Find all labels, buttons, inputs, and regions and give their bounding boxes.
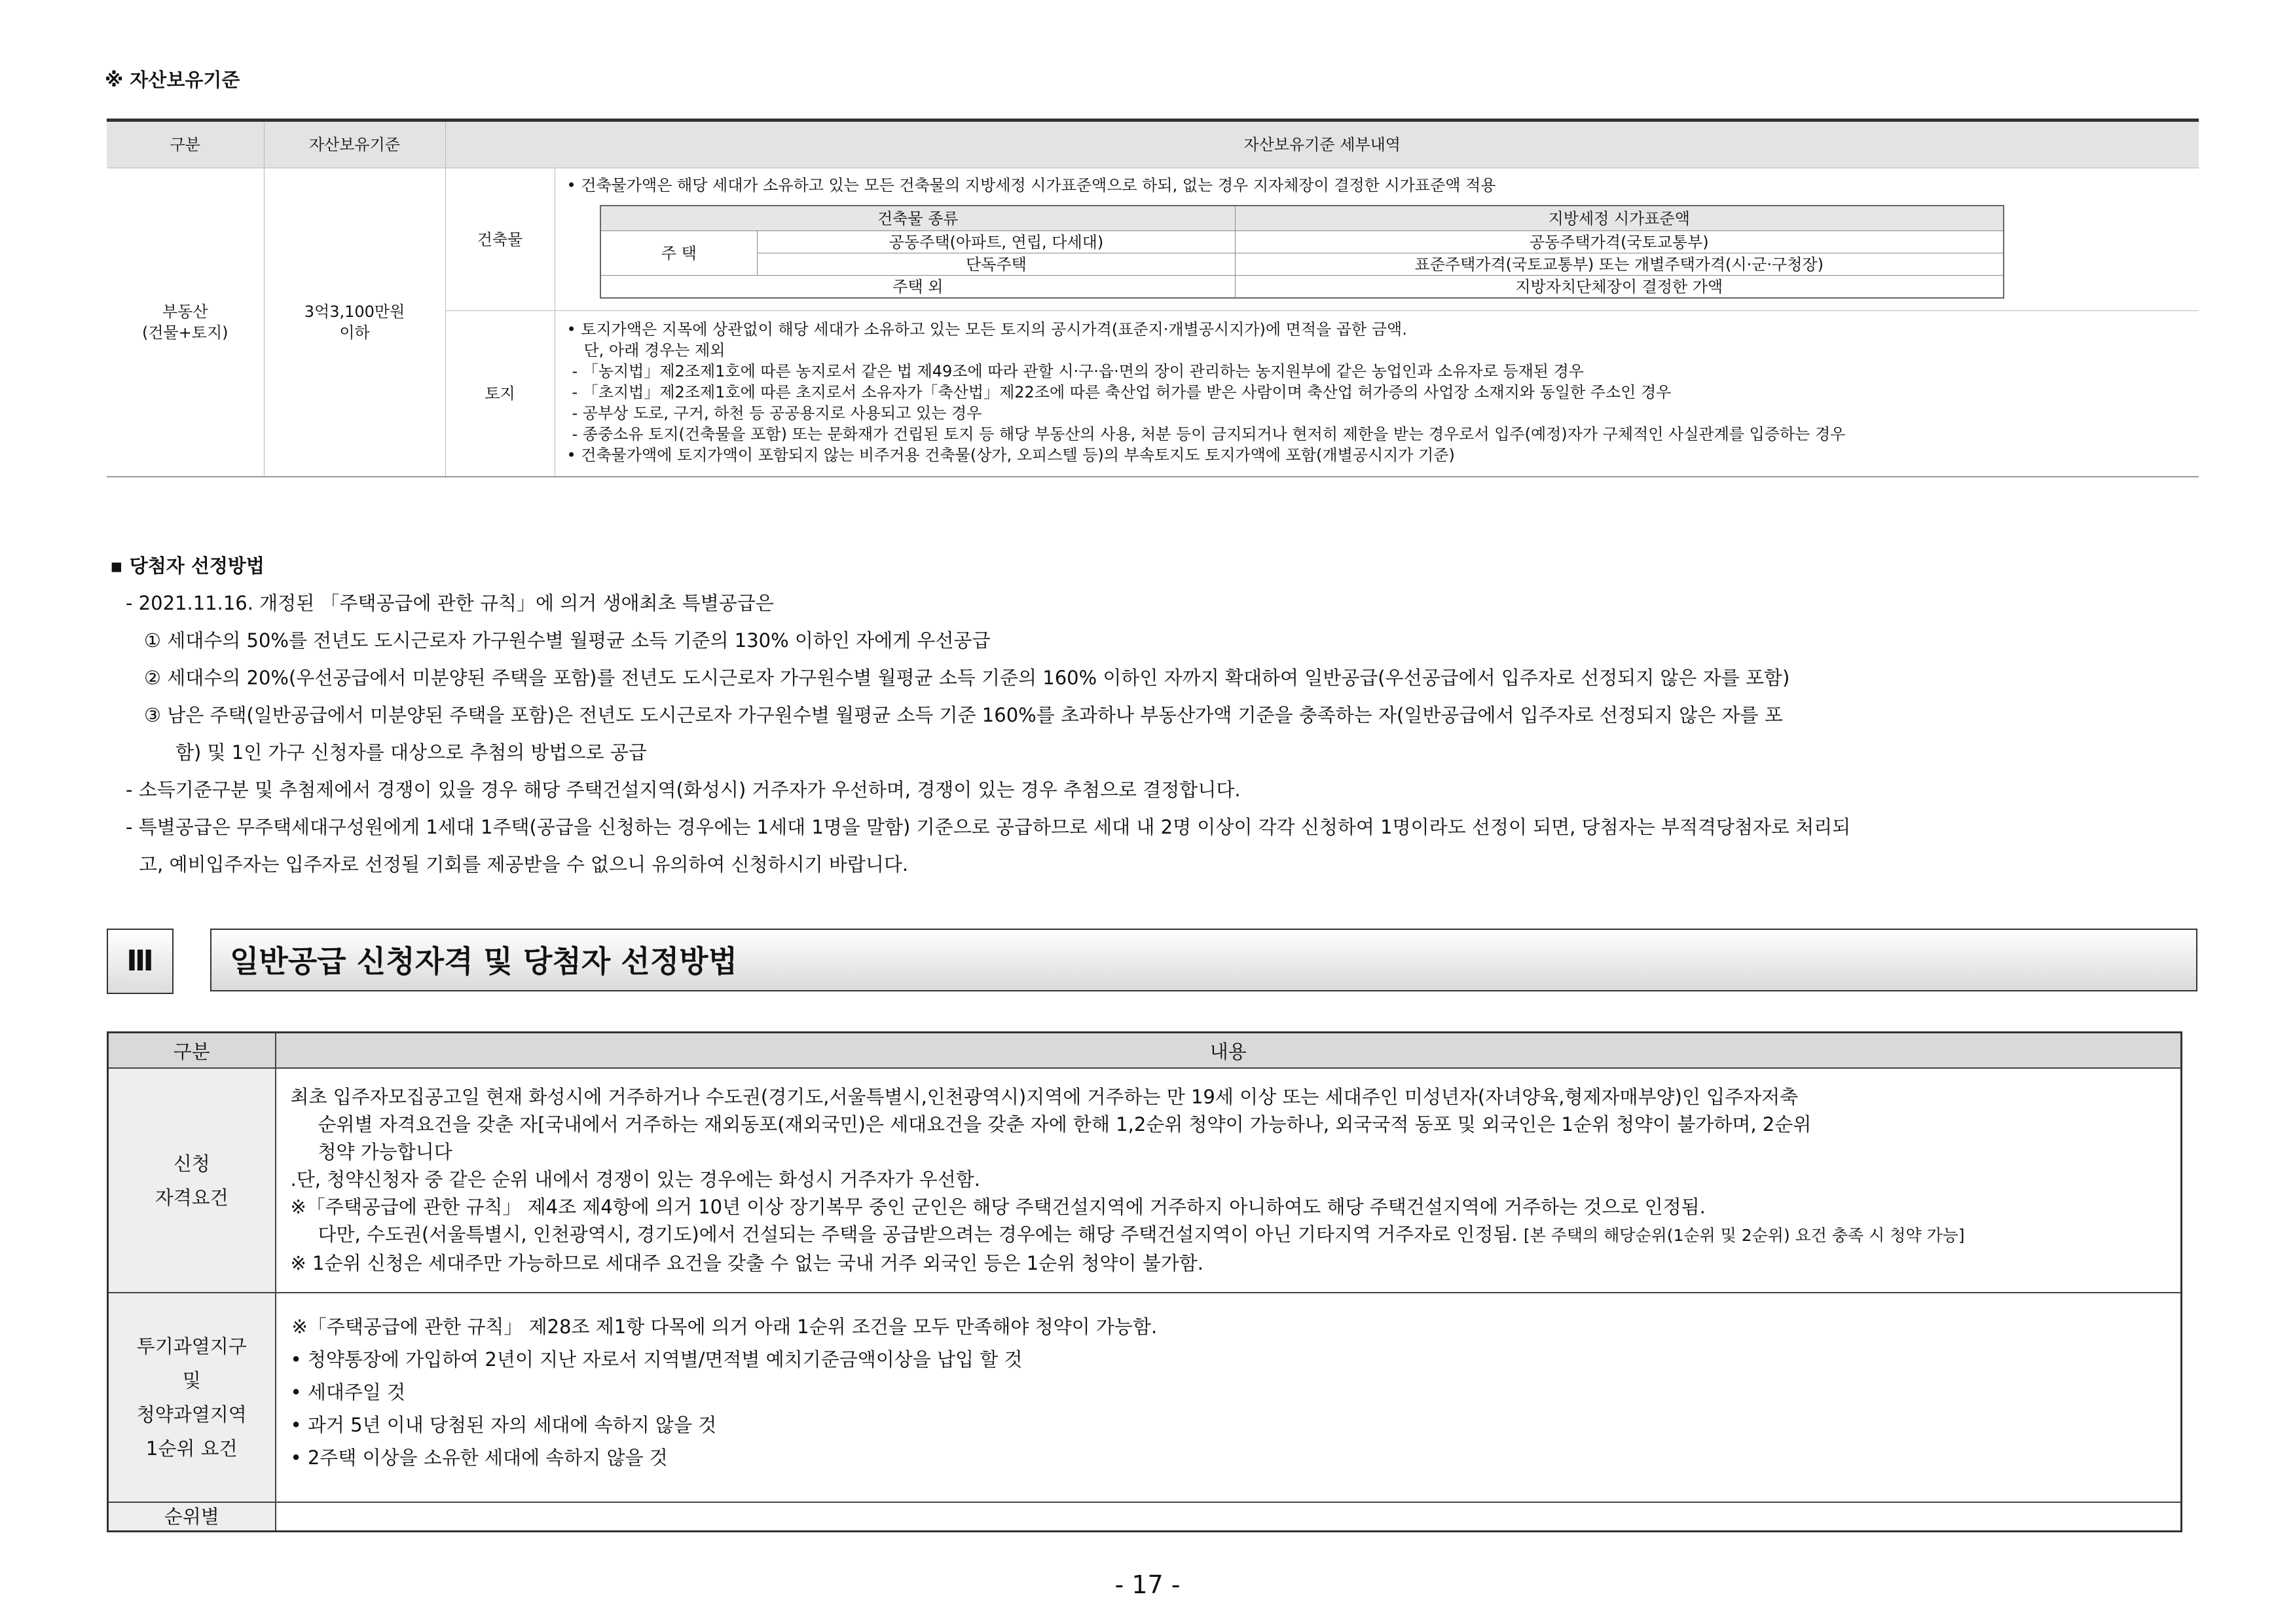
building-value: 지방자치단체장이 결정한 가액 (1236, 276, 2004, 299)
criterion-sub: 이하 (339, 323, 370, 342)
rank-label: 순위별 (108, 1502, 276, 1531)
category-cell (107, 168, 264, 477)
eligibility-line: ※「주택공급에 관한 규칙」 제4조 제4항에 의거 10년 이상 장기복무 중인 군인은 해당 주택건설지역에 거주하지 아니하여도 해당 주택건설지역에 거주하는 것으로 인정됨. (290, 1195, 1706, 1218)
page-number: - 17 - (1114, 1570, 1181, 1599)
selection-title: ▪ 당첨자 선정방법 (110, 555, 265, 577)
table-header-row (108, 1033, 2182, 1069)
rank-row (108, 1502, 2182, 1531)
land-line: - 종중소유 토지(건축물을 포함) 또는 문화재가 건립된 토지 등 해당 부동산의 사용, 처분 등이 금지되거나 현저히 제한을 받는 경우로서 입주(예정)자가 구체적인 사실관계를 입증하는 경우 (572, 425, 1846, 443)
overheated-label-line: 및 (182, 1369, 201, 1392)
building-label: 건축물 (445, 168, 555, 311)
general-supply-table (107, 1031, 2182, 1532)
eligibility-note: [본 주택의 해당순위(1순위 및 2순위) 요건 충족 시 청약 가능] (1523, 1225, 1965, 1245)
overheated-line: • 과거 5년 이내 당첨된 자의 세대에 속하지 않을 것 (290, 1414, 717, 1436)
eligibility-line: 순위별 자격요건을 갖춘 자[국내에서 거주하는 재외동포(재외국민)은 세대요건을 갖춘 자에 한해 1,2순위 청약이 가능하나, 외국국적 동포 및 외국인은 1순위 청약이 불가하며, 2순위 (318, 1113, 1812, 1135)
overheated-label-line: 1순위 요건 (145, 1437, 238, 1460)
land-line: - 공부상 도로, 구거, 하천 등 공공용지로 사용되고 있는 경우 (572, 404, 982, 422)
building-type: 주택 외 (600, 276, 1236, 299)
eligibility-label-line: 신청 (173, 1152, 210, 1175)
part-title: 일반공급 신청자격 및 당첨자 선정방법 (210, 929, 2197, 991)
building-type: 공동주택(아파트, 연립, 다세대) (758, 231, 1236, 253)
category-sub: (건물+토지) (141, 323, 229, 342)
land-line: - 「농지법」제2조제1호에 따른 농지로서 같은 법 제49조에 따라 관할 시·구·읍·면의 장이 관리하는 농지원부에 같은 농업인과 소유자로 등재된 경우 (572, 362, 1584, 380)
inner-header-value: 지방세정 시가표준액 (1236, 206, 2004, 231)
selection-line: - 2021.11.16. 개정된 「주택공급에 관한 규칙」에 의거 생애최초 특별공급은 (126, 592, 774, 614)
criterion-amount: 3억3,100만원 (304, 303, 405, 321)
part-number: Ⅲ (107, 929, 174, 994)
col-header-detail: 자산보유기준 세부내역 (445, 120, 2199, 168)
col-header-criterion: 자산보유기준 (264, 120, 445, 168)
land-detail (555, 311, 2199, 477)
rank-content (276, 1502, 2182, 1531)
table-row (600, 276, 2004, 299)
eligibility-line: .단, 청약신청자 중 같은 순위 내에서 경쟁이 있는 경우에는 화성시 거주자가 우선함. (290, 1168, 981, 1190)
eligibility-content (276, 1068, 2182, 1293)
land-line: 단, 아래 경우는 제외 (583, 341, 725, 360)
winner-selection-section (110, 547, 2205, 883)
selection-line: - 특별공급은 무주택세대구성원에게 1세대 1주택(공급을 신청하는 경우에는 1세대 1명을 말함) 기준으로 공급하므로 세대 내 2명 이상이 각각 신청하여 1명이라도 선정이 되면, 당첨자는 부적격당첨자로 처리되 (126, 816, 1851, 838)
asset-criteria-title: ※ 자산보유기준 (105, 69, 240, 91)
land-label: 토지 (445, 311, 555, 477)
inner-header-type: 건축물 종류 (600, 206, 1236, 231)
eligibility-line: ※ 1순위 신청은 세대주만 가능하므로 세대주 요건을 갖출 수 없는 국내 거주 외국인 등은 1순위 청약이 불가함. (290, 1251, 1204, 1274)
overheated-line: ※「주택공급에 관한 규칙」 제28조 제1항 다목에 의거 아래 1순위 조건을 모두 만족해야 청약이 가능함. (291, 1316, 1158, 1338)
col-header-content: 내용 (276, 1033, 2182, 1069)
selection-line: ② 세대수의 20%(우선공급에서 미분양된 주택을 포함)를 전년도 도시근로자 가구원수별 월평균 소득 기준의 160% 이하인 자까지 확대하여 일반공급(우선공급에서 입주자로 선정되지 않은 자를 포함) (144, 667, 1790, 689)
overheated-content (276, 1293, 2182, 1502)
eligibility-line (291, 1221, 2169, 1249)
overheated-label (108, 1293, 276, 1502)
overheated-label-line: 청약과열지역 (136, 1403, 247, 1426)
building-value: 표준주택가격(국토교통부) 또는 개별주택가격(시·군·구청장) (1236, 253, 2004, 276)
selection-line: ③ 남은 주택(일반공급에서 미분양된 주택을 포함)은 전년도 도시근로자 가구원수별 월평균 소득 기준 160%를 초과하나 부동산가액 기준을 충족하는 자(일반공급에서 입주자로 선정되지 않은 자를 포 (144, 704, 1783, 726)
house-label: 주 택 (600, 231, 758, 276)
table-row (600, 231, 2004, 253)
eligibility-row (108, 1068, 2182, 1293)
overheated-line: • 세대주일 것 (290, 1381, 406, 1403)
eligibility-line: 청약 가능합니다 (318, 1140, 452, 1163)
building-value: 공동주택가격(국토교통부) (1236, 231, 2004, 253)
land-line: • 건축물가액에 토지가액이 포함되지 않는 비주거용 건축물(상가, 오피스텔 등)의 부속토지도 토지가액에 포함(개별공시지가 기준) (566, 446, 1455, 464)
overheated-row (108, 1293, 2182, 1502)
inner-header-row (600, 206, 2004, 231)
selection-line: 고, 예비입주자는 입주자로 선정될 기회를 제공받을 수 없으니 유의하여 신청하시기 바랍니다. (139, 853, 909, 876)
building-detail (555, 168, 2199, 311)
overheated-label-line: 투기과열지구 (136, 1335, 247, 1357)
category-name: 부동산 (162, 303, 208, 321)
eligibility-label (108, 1068, 276, 1293)
building-note: • 건축물가액은 해당 세대가 소유하고 있는 모든 건축물의 지방세정 시가표준액으로 하되, 없는 경우 지자체장이 결정한 시가표준액 적용 (566, 176, 1496, 194)
building-price-table (600, 205, 2004, 299)
table-header-row (107, 120, 2199, 168)
overheated-line: • 2주택 이상을 소유한 세대에 속하지 않을 것 (290, 1447, 668, 1469)
part-header (107, 929, 2199, 993)
selection-line: ① 세대수의 50%를 전년도 도시근로자 가구원수별 월평균 소득 기준의 130% 이하인 자에게 우선공급 (144, 629, 991, 652)
building-type: 단독주택 (758, 253, 1236, 276)
asset-criteria-table (107, 119, 2199, 477)
col-header-category: 구분 (108, 1033, 276, 1069)
eligibility-line: 최초 입주자모집공고일 현재 화성시에 거주하거나 수도권(경기도,서울특별시,인천광역시)지역에 거주하는 만 19세 이상 또는 세대주인 미성년자(자녀양육,형제자매부양)인 입주자저축 (290, 1085, 1799, 1108)
building-row (107, 168, 2199, 311)
criterion-cell (264, 168, 445, 477)
selection-line: - 소득기준구분 및 추첨제에서 경쟁이 있을 경우 해당 주택건설지역(화성시) 거주자가 우선하며, 경쟁이 있는 경우 추첨으로 결정합니다. (126, 779, 1241, 801)
selection-line: 함) 및 1인 가구 신청자를 대상으로 추첨의 방법으로 공급 (175, 741, 647, 764)
eligibility-text: 다만, 수도권(서울특별시, 인천광역시, 경기도)에서 건설되는 주택을 공급받으려는 경우에는 해당 주택건설지역이 아닌 기타지역 거주자로 인정됨. (318, 1223, 1518, 1246)
land-line: • 토지가액은 지목에 상관없이 해당 세대가 소유하고 있는 모든 토지의 공시가격(표준지·개별공시지가)에 면적을 곱한 금액. (566, 320, 1407, 339)
table-row (600, 253, 2004, 276)
col-header-category: 구분 (107, 120, 264, 168)
eligibility-label-line: 자격요건 (155, 1186, 229, 1209)
overheated-line: • 청약통장에 가입하여 2년이 지난 자로서 지역별/면적별 예치기준금액이상을 납입 할 것 (290, 1348, 1023, 1371)
land-line: - 「초지법」제2조제1호에 따른 초지로서 소유자가「축산법」제22조에 따른 축산업 허가를 받은 사람이며 축산업 허가증의 사업장 소재지와 동일한 주소인 경우 (572, 383, 1672, 401)
